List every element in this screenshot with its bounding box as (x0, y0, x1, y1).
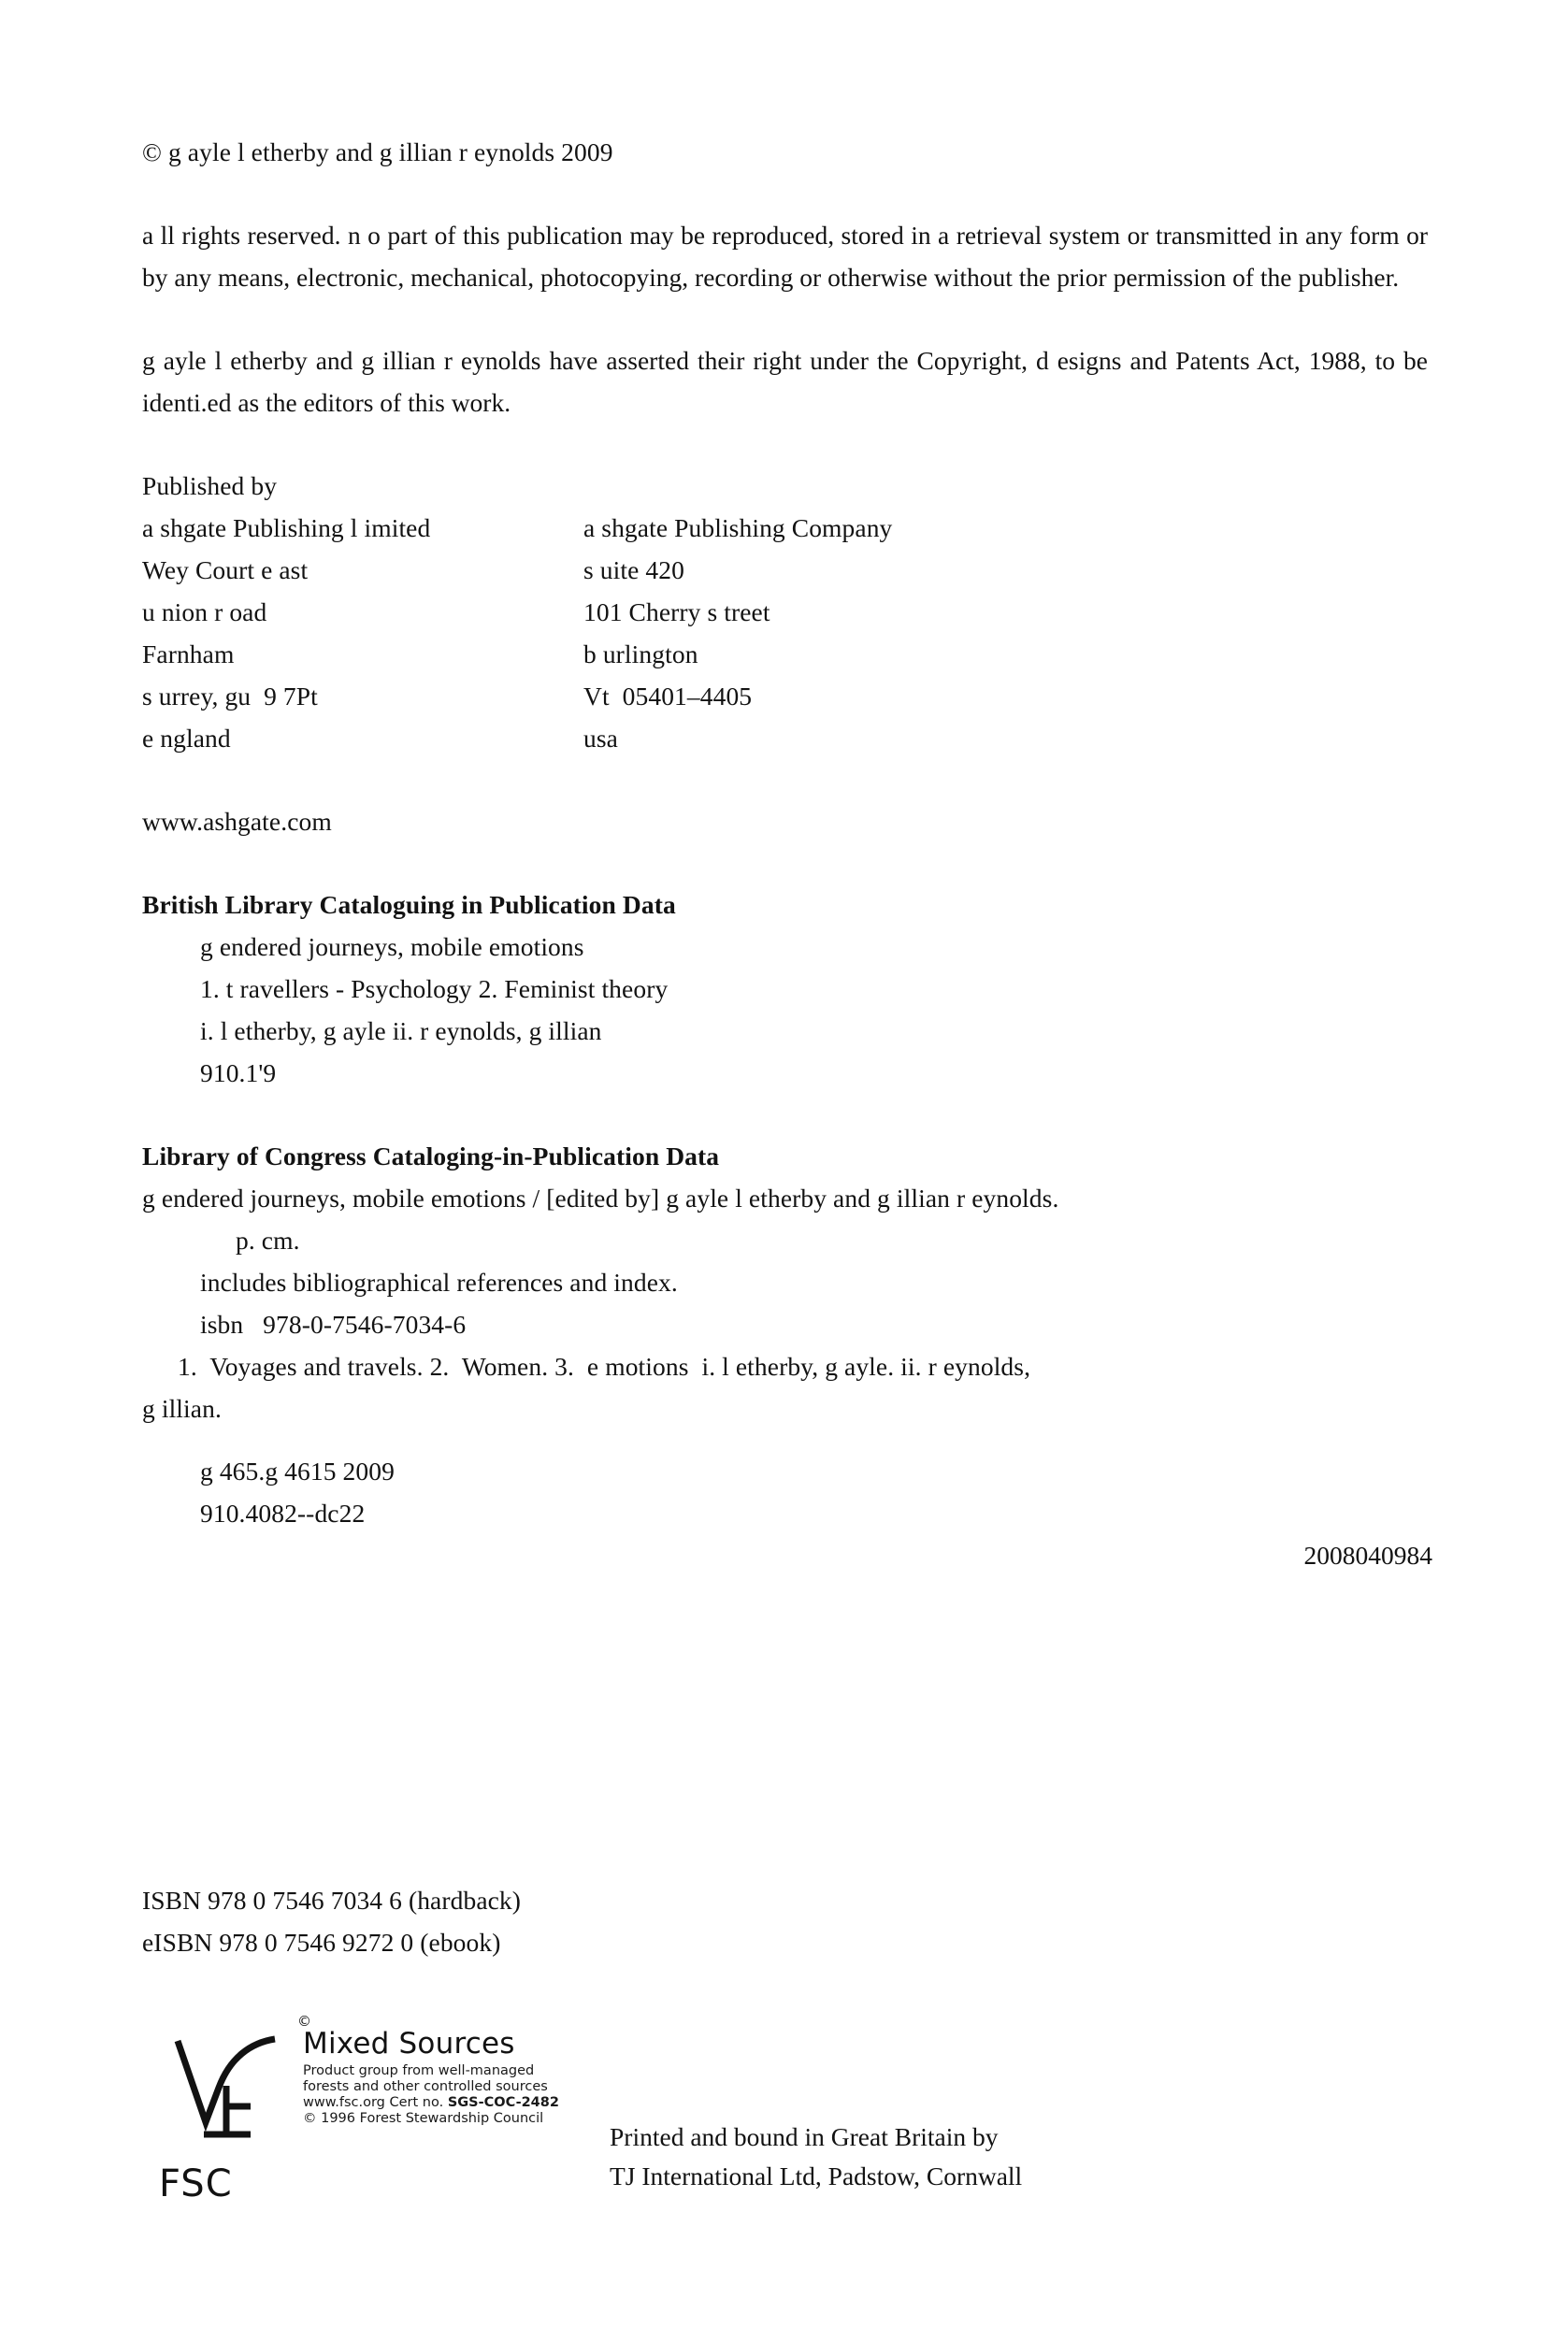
fsc-line-3 (303, 2095, 621, 2111)
fsc-logo (142, 2013, 559, 2211)
published-by-label: Published by (142, 471, 278, 500)
address-line: s uite 420 (583, 555, 684, 584)
fsc-line-1: Product group from well-managed (303, 2063, 535, 2078)
bl-line: i. l etherby, g ayle ii. r eynolds, g illian (200, 1016, 602, 1045)
address-line: 101 Cherry s treet (583, 597, 770, 626)
address-line: Farnham (142, 639, 235, 668)
address-line: usa (583, 724, 618, 753)
publisher-website[interactable]: www.ashgate.com (142, 807, 332, 836)
bl-line: g endered journeys, mobile emotions (200, 932, 584, 961)
isbn-ebook: eISBN 978 0 7546 9272 0 (ebook) (142, 1928, 501, 1957)
printer-line-2: TJ International Ltd, Padstow, Cornwall (610, 2161, 1023, 2190)
loc-heading: Library of Congress Cataloging-in-Publication Data (142, 1142, 720, 1170)
fsc-wordmark: FSC (159, 2162, 233, 2205)
page-body (142, 131, 1432, 1576)
fsc-title: Mixed Sources (303, 2027, 515, 2061)
loc-line: g endered journeys, mobile emotions / [edited by] g ayle l etherby and g illian r eynolds. (142, 1184, 1059, 1213)
address-line: Vt 05401–4405 (583, 682, 753, 711)
printer-credit (610, 2024, 1022, 2196)
bl-line: 1. t ravellers - Psychology 2. Feminist theory (200, 974, 669, 1003)
address-line: u nion r oad (142, 597, 267, 626)
publisher-address-us (583, 507, 1238, 759)
loc-line: g illian. (142, 1394, 222, 1423)
fsc-tree-checkmark-icon (161, 2024, 301, 2174)
spacer (142, 298, 1432, 339)
assertion-paragraph: g ayle l etherby and g illian r eynolds have asserted their right under the Copyright, d esigns and Patents Act, 1988, to be identi.ed as the editors of this work. (142, 346, 1428, 417)
fsc-cert-number: SGS-COC-2482 (447, 2095, 559, 2110)
publisher-addresses (142, 507, 1432, 759)
address-line: a shgate Publishing Company (583, 513, 893, 542)
loc-line: p. cm. (236, 1226, 300, 1255)
rights-paragraph: a ll rights reserved. n o part of this publication may be reproduced, stored in a retrieval system or transmitted in any form or by any means, electronic, mechanical, photocopying, recording or otherwise without the prior permission of the publisher. (142, 221, 1428, 292)
lccn-number: 2008040984 (1303, 1541, 1432, 1570)
fsc-line-3-url: www.fsc.org Cert no. (303, 2095, 448, 2110)
spacer (142, 842, 1432, 883)
spacer (142, 173, 1432, 214)
isbn-block (142, 1879, 1432, 1963)
loc-line: includes bibliographical references and index. (200, 1268, 678, 1297)
british-library-heading: British Library Cataloguing in Publication Data (142, 890, 676, 919)
fsc-text-block (297, 2013, 621, 2127)
address-line: b urlington (583, 639, 698, 668)
registered-mark-icon: © (297, 2013, 311, 2030)
bl-line: 910.1'9 (200, 1058, 277, 1087)
call-number: g 465.g 4615 2009 (200, 1457, 395, 1486)
address-line: s urrey, gu 9 7Pt (142, 682, 318, 711)
loc-isbn-line: isbn 978-0-7546-7034-6 (200, 1310, 467, 1339)
spacer (142, 1094, 1432, 1135)
address-line: Wey Court e ast (142, 555, 309, 584)
page-footer (142, 2013, 1432, 2211)
copyright-line: © g ayle l etherby and g illian r eynolds 2009 (142, 137, 613, 166)
fsc-line-2: forests and other controlled sources (303, 2079, 548, 2094)
publisher-address-uk (142, 507, 583, 759)
printer-line-1: Printed and bound in Great Britain by (610, 2122, 999, 2151)
spacer (142, 424, 1432, 465)
call-number: 910.4082--dc22 (200, 1499, 366, 1528)
address-line: e ngland (142, 724, 231, 753)
spacer (142, 1429, 1432, 1450)
isbn-print: ISBN 978 0 7546 7034 6 (hardback) (142, 1886, 522, 1915)
loc-line: 1. Voyages and travels. 2. Women. 3. e motions i. l etherby, g ayle. ii. r eynolds, (178, 1352, 1031, 1381)
address-line: a shgate Publishing l imited (142, 513, 431, 542)
fsc-line-4: © 1996 Forest Stewardship Council (303, 2111, 544, 2126)
spacer (142, 759, 1432, 800)
